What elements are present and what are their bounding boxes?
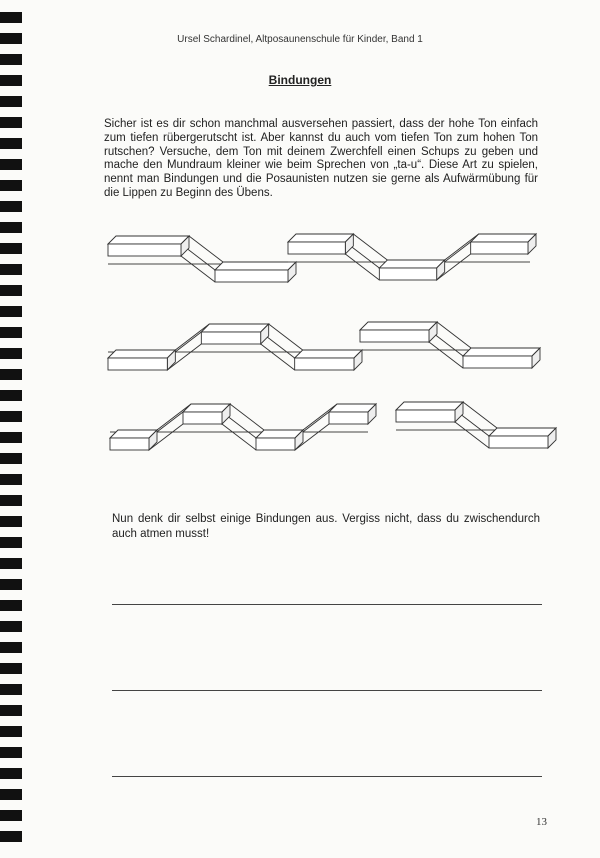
writing-line [112, 690, 542, 691]
writing-line [112, 604, 542, 605]
instruction-paragraph: Nun denk dir selbst einige Bindungen aus. Vergiss nicht, dass du zwischendurch auch atmen musst! [112, 513, 540, 540]
intro-paragraph: Sicher ist es dir schon manchmal ausversehen passiert, dass der hohe Ton einfach zum tiefen rübergerutscht ist. Aber kannst du auch vom tiefen Ton zum hohen Ton rutschen? Versuche, dem Ton mit deinem Zwerchfell einen Schups zu geben und mache den Mundraum kleiner wie beim Sprechen von „ta-u“. Diese Art zu spielen, nennt man Bindungen und die Posaunisten nutzen sie gerne als Aufwärmübung für die Lippen zu Beginn des Übens. [104, 118, 538, 199]
slur-exercise-6 [396, 402, 556, 448]
page-number: 13 [536, 816, 547, 828]
slur-exercise-5 [110, 404, 376, 450]
section-title: Bindungen [268, 73, 332, 87]
slur-exercise-3 [108, 324, 362, 370]
writing-line [112, 776, 542, 777]
slur-exercise-4 [360, 322, 540, 368]
running-head: Ursel Schardinel, Altposaunenschule für Kinder, Band 1 [177, 34, 423, 45]
slur-exercise-1 [108, 236, 296, 282]
slur-exercise-2 [288, 234, 536, 280]
